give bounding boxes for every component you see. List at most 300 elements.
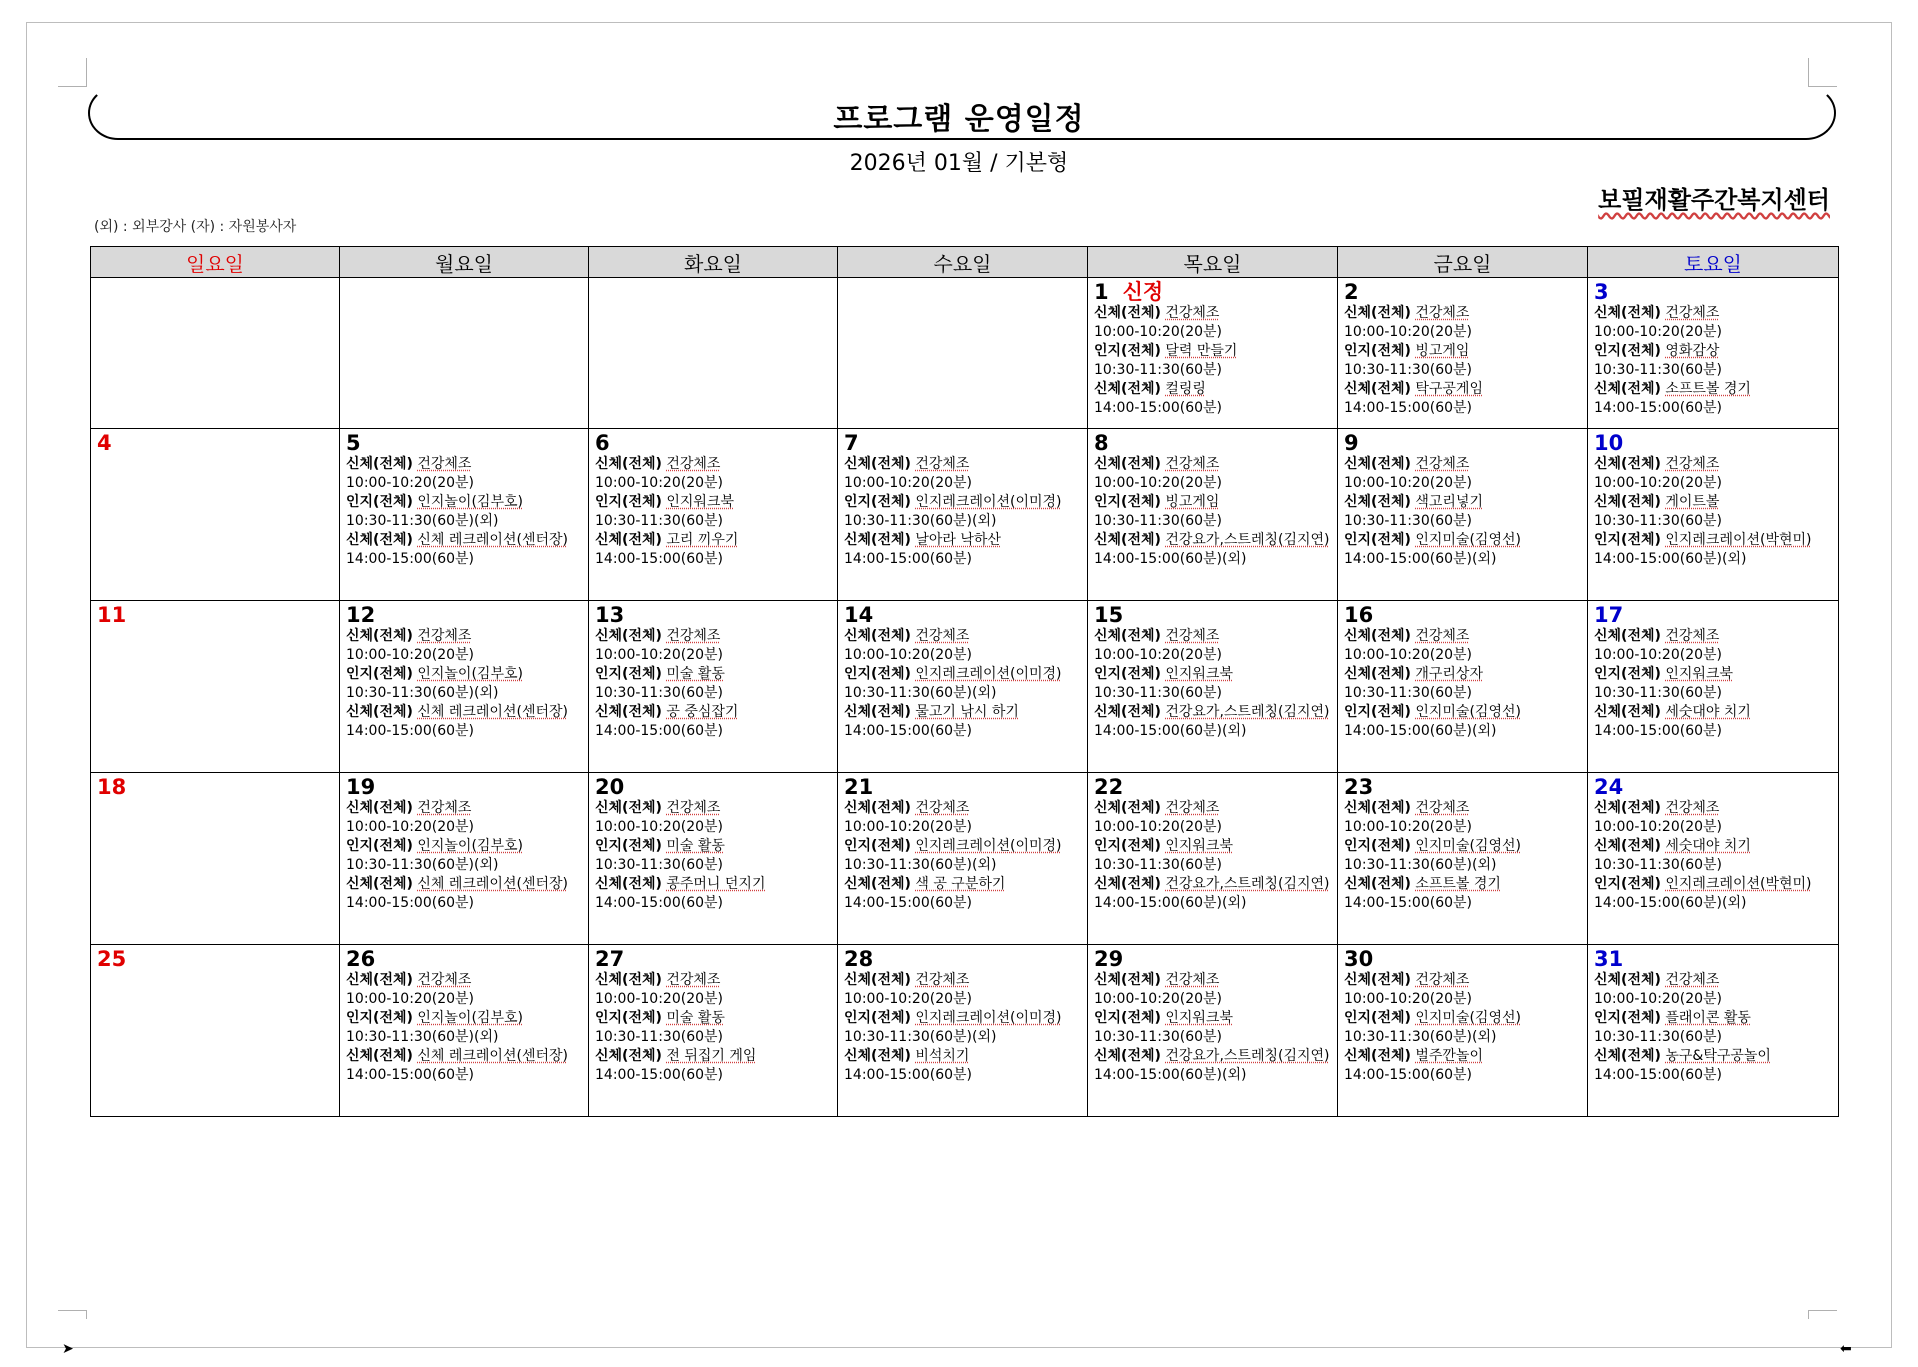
day-cell: [91, 601, 340, 773]
program-activity: 인지레크레이션(박현미): [1665, 876, 1812, 892]
program-activity: 건강체조: [417, 972, 472, 988]
day-number-text: 13: [595, 603, 625, 627]
program-entry: [595, 1047, 831, 1085]
day-cell: [340, 278, 589, 429]
program-entry: [1094, 799, 1331, 837]
program-activity: 인지레크레이션(이미경): [915, 666, 1062, 682]
day-number-text: 25: [97, 947, 127, 971]
program-time: 10:30-11:30(60분): [1594, 685, 1723, 701]
program-time: 10:30-11:30(60분): [1094, 362, 1223, 378]
program-category: 신체(전체): [1594, 972, 1661, 988]
program-activity: 건강체조: [666, 972, 721, 988]
program-activity: 인지레크레이션(이미경): [915, 1010, 1062, 1026]
day-cell: [91, 278, 340, 429]
day-number-text: 15: [1094, 603, 1124, 627]
program-category: 신체(전체): [844, 972, 911, 988]
program-category: 신체(전체): [844, 704, 911, 720]
program-category: 인지(전체): [346, 666, 413, 682]
program-category: 신체(전체): [1094, 456, 1161, 472]
day-number-text: 24: [1594, 775, 1624, 799]
program-entry: [346, 837, 582, 875]
program-activity: 탁구공게임: [1415, 381, 1483, 397]
day-number: [346, 775, 582, 799]
program-entry: [1094, 1009, 1331, 1047]
program-category: 신체(전체): [844, 628, 911, 644]
program-entry: [346, 531, 582, 569]
program-category: 신체(전체): [346, 876, 413, 892]
program-entry: [595, 799, 831, 837]
program-time: 10:30-11:30(60분)(외): [346, 1029, 499, 1045]
program-entry: [1344, 971, 1581, 1009]
day-number: [1094, 280, 1331, 304]
program-activity: 인지레크레이션(박현미): [1665, 532, 1812, 548]
program-time: 10:00-10:20(20분): [844, 647, 973, 663]
program-category: 인지(전체): [1094, 494, 1161, 510]
program-activity: 미술 활동: [666, 1010, 725, 1026]
program-entry: [1094, 1047, 1331, 1085]
program-time: 10:00-10:20(20분): [346, 475, 475, 491]
program-time: 14:00-15:00(60분): [1594, 400, 1723, 416]
weekday-wednesday: 수요일: [838, 247, 1088, 278]
program-entry: [1594, 1009, 1832, 1047]
program-category: 신체(전체): [1344, 1048, 1411, 1064]
program-time: 10:30-11:30(60분): [1094, 685, 1223, 701]
program-entry: [1344, 493, 1581, 531]
program-time: 10:30-11:30(60분): [595, 1029, 724, 1045]
program-time: 10:30-11:30(60분): [1594, 1029, 1723, 1045]
program-category: 인지(전체): [844, 666, 911, 682]
day-number: [97, 947, 333, 971]
program-time: 10:30-11:30(60분)(외): [346, 513, 499, 529]
program-time: 10:00-10:20(20분): [1594, 647, 1723, 663]
week-row: [91, 429, 1839, 601]
calendar-table: [90, 246, 1839, 1117]
weekday-monday: 월요일: [340, 247, 589, 278]
program-entry: [1594, 971, 1832, 1009]
program-activity: 인지레크레이션(이미경): [915, 494, 1062, 510]
program-activity: 인지놀이(김부호): [417, 494, 523, 510]
program-entry: [595, 455, 831, 493]
program-category: 신체(전체): [595, 456, 662, 472]
program-activity: 소프트볼 경기: [1665, 381, 1751, 397]
program-category: 신체(전체): [595, 532, 662, 548]
program-time: 10:00-10:20(20분): [346, 647, 475, 663]
program-activity: 소프트볼 경기: [1415, 876, 1501, 892]
program-category: 인지(전체): [595, 494, 662, 510]
program-activity: 영화감상: [1665, 343, 1720, 359]
program-entry: [844, 493, 1081, 531]
day-number-text: 11: [97, 603, 127, 627]
day-cell: [1588, 773, 1839, 945]
program-time: 10:00-10:20(20분): [844, 475, 973, 491]
day-number: [595, 431, 831, 455]
day-number: [1594, 431, 1832, 455]
day-number-text: 17: [1594, 603, 1624, 627]
day-cell: [91, 429, 340, 601]
program-time: 14:00-15:00(60분): [1094, 400, 1223, 416]
program-entry: [1594, 837, 1832, 875]
program-category: 인지(전체): [346, 838, 413, 854]
day-number-text: 28: [844, 947, 874, 971]
program-entry: [844, 455, 1081, 493]
day-cell: [589, 773, 838, 945]
program-category: 신체(전체): [346, 456, 413, 472]
program-time: 10:30-11:30(60분)(외): [1344, 1029, 1497, 1045]
day-number-text: 31: [1594, 947, 1624, 971]
organization-name: 보필재활주간복지센터: [1598, 186, 1830, 214]
program-entry: [346, 627, 582, 665]
program-time: 10:00-10:20(20분): [1344, 991, 1473, 1007]
weekday-thursday: 목요일: [1088, 247, 1338, 278]
program-entry: [1094, 531, 1331, 569]
program-activity: 신체 레크레이션(센터장): [417, 876, 568, 892]
program-time: 10:30-11:30(60분): [1094, 857, 1223, 873]
program-entry: [346, 875, 582, 913]
program-category: 신체(전체): [1344, 494, 1411, 510]
program-category: 신체(전체): [1094, 876, 1161, 892]
program-time: 10:30-11:30(60분)(외): [844, 513, 997, 529]
weekday-tuesday: 화요일: [589, 247, 838, 278]
program-activity: 건강체조: [915, 972, 970, 988]
program-time: 10:30-11:30(60분)(외): [346, 685, 499, 701]
day-number-text: 2: [1344, 280, 1359, 304]
program-activity: 건강체조: [417, 628, 472, 644]
program-entry: [1094, 837, 1331, 875]
day-number-text: 27: [595, 947, 625, 971]
program-time: 14:00-15:00(60분)(외): [1344, 551, 1497, 567]
program-activity: 공 중심잡기: [666, 704, 739, 720]
program-activity: 색 공 구분하기: [915, 876, 1006, 892]
program-activity: 색고리넣기: [1415, 494, 1483, 510]
day-cell: [1588, 945, 1839, 1117]
program-activity: 건강체조: [1665, 800, 1720, 816]
program-entry: [346, 1009, 582, 1047]
program-entry: [346, 703, 582, 741]
program-category: 인지(전체): [1094, 838, 1161, 854]
day-cell: [1588, 429, 1839, 601]
program-time: 10:00-10:20(20분): [844, 991, 973, 1007]
day-number: [1594, 280, 1832, 304]
program-time: 14:00-15:00(60분): [844, 551, 973, 567]
day-number: [844, 775, 1081, 799]
holiday-label: 신정: [1122, 280, 1164, 304]
program-entry: [1344, 380, 1581, 418]
program-category: 신체(전체): [1094, 628, 1161, 644]
program-category: 신체(전체): [595, 972, 662, 988]
program-activity: 건강체조: [666, 800, 721, 816]
program-time: 10:00-10:20(20분): [1344, 819, 1473, 835]
program-category: 신체(전체): [595, 876, 662, 892]
program-time: 14:00-15:00(60분): [844, 723, 973, 739]
program-category: 인지(전체): [1594, 666, 1661, 682]
program-entry: [1094, 703, 1331, 741]
program-entry: [1594, 703, 1832, 741]
program-time: 14:00-15:00(60분): [346, 723, 475, 739]
program-activity: 물고기 낚시 하기: [915, 704, 1019, 720]
program-category: 신체(전체): [1594, 305, 1661, 321]
day-number-text: 21: [844, 775, 874, 799]
program-time: 10:30-11:30(60분): [595, 857, 724, 873]
day-number-text: 7: [844, 431, 859, 455]
program-activity: 건강요가,스트레칭(김지연): [1165, 532, 1330, 548]
day-number-text: 29: [1094, 947, 1124, 971]
day-cell: [1088, 945, 1338, 1117]
program-activity: 미술 활동: [666, 666, 725, 682]
day-number: [346, 947, 582, 971]
day-cell: [1588, 278, 1839, 429]
program-category: 인지(전체): [595, 1010, 662, 1026]
program-activity: 건강체조: [1165, 800, 1220, 816]
program-activity: 인지레크레이션(이미경): [915, 838, 1062, 854]
day-number: [844, 947, 1081, 971]
day-number-text: 3: [1594, 280, 1609, 304]
program-category: 신체(전체): [595, 704, 662, 720]
program-time: 14:00-15:00(60분)(외): [1094, 551, 1247, 567]
program-time: 14:00-15:00(60분): [1594, 1067, 1723, 1083]
program-time: 10:30-11:30(60분)(외): [1344, 857, 1497, 873]
program-time: 10:30-11:30(60분)(외): [844, 857, 997, 873]
program-category: 신체(전체): [346, 628, 413, 644]
crop-mark-top-right: [1808, 58, 1837, 87]
program-category: 인지(전체): [595, 838, 662, 854]
program-entry: [1344, 342, 1581, 380]
program-time: 14:00-15:00(60분): [844, 1067, 973, 1083]
program-time: 14:00-15:00(60분): [595, 895, 724, 911]
day-cell: [340, 773, 589, 945]
program-entry: [1094, 665, 1331, 703]
program-category: 신체(전체): [1094, 1048, 1161, 1064]
day-cell: [91, 945, 340, 1117]
program-time: 10:30-11:30(60분)(외): [346, 857, 499, 873]
day-number-text: 9: [1344, 431, 1359, 455]
program-activity: 건강체조: [1665, 972, 1720, 988]
day-cell: [1338, 429, 1588, 601]
day-cell: [340, 601, 589, 773]
program-activity: 인지워크북: [666, 494, 734, 510]
crop-mark-top-left: [58, 58, 87, 87]
program-activity: 빙고게임: [1415, 343, 1470, 359]
program-activity: 인지미술(김영선): [1415, 838, 1521, 854]
day-number: [1344, 431, 1581, 455]
program-time: 10:00-10:20(20분): [1094, 324, 1223, 340]
day-number-text: 4: [97, 431, 112, 455]
program-time: 14:00-15:00(60분)(외): [1094, 723, 1247, 739]
day-number-text: 16: [1344, 603, 1374, 627]
program-time: 10:00-10:20(20분): [1594, 991, 1723, 1007]
program-time: 14:00-15:00(60분)(외): [1094, 1067, 1247, 1083]
weekday-friday: 금요일: [1338, 247, 1588, 278]
day-number: [97, 603, 333, 627]
program-category: 인지(전체): [1594, 876, 1661, 892]
program-activity: 인지워크북: [1665, 666, 1733, 682]
program-time: 10:30-11:30(60분): [1344, 685, 1473, 701]
program-entry: [1344, 531, 1581, 569]
program-entry: [1344, 1009, 1581, 1047]
program-time: 14:00-15:00(60분): [1594, 723, 1723, 739]
program-activity: 건강체조: [1415, 628, 1470, 644]
day-number: [1344, 947, 1581, 971]
day-number-text: 14: [844, 603, 874, 627]
program-category: 인지(전체): [844, 1010, 911, 1026]
program-category: 인지(전체): [1344, 532, 1411, 548]
program-entry: [1594, 875, 1832, 913]
program-entry: [1344, 1047, 1581, 1085]
program-category: 신체(전체): [1594, 1048, 1661, 1064]
program-activity: 건강체조: [1415, 800, 1470, 816]
program-activity: 건강체조: [1165, 972, 1220, 988]
program-activity: 신체 레크레이션(센터장): [417, 1048, 568, 1064]
program-activity: 전 뒤집기 게임: [666, 1048, 757, 1064]
program-activity: 건강체조: [417, 800, 472, 816]
day-cell: [838, 601, 1088, 773]
day-cell: [1338, 601, 1588, 773]
program-entry: [346, 1047, 582, 1085]
program-time: 10:00-10:20(20분): [1594, 819, 1723, 835]
program-time: 10:30-11:30(60분): [1344, 362, 1473, 378]
program-entry: [1344, 455, 1581, 493]
program-entry: [1344, 837, 1581, 875]
program-time: 14:00-15:00(60분): [346, 551, 475, 567]
program-activity: 건강체조: [1165, 305, 1220, 321]
program-entry: [1594, 531, 1832, 569]
program-category: 인지(전체): [1344, 704, 1411, 720]
day-number: [1094, 947, 1331, 971]
program-category: 신체(전체): [1594, 704, 1661, 720]
program-activity: 게이트볼: [1665, 494, 1720, 510]
program-category: 인지(전체): [844, 494, 911, 510]
program-category: 신체(전체): [346, 1048, 413, 1064]
program-entry: [1344, 627, 1581, 665]
day-number: [1594, 947, 1832, 971]
program-activity: 건강체조: [1665, 456, 1720, 472]
program-time: 10:00-10:20(20분): [1094, 475, 1223, 491]
day-cell: [1088, 429, 1338, 601]
program-category: 신체(전체): [1344, 666, 1411, 682]
program-entry: [844, 875, 1081, 913]
program-activity: 인지놀이(김부호): [417, 838, 523, 854]
day-cell: [1088, 773, 1338, 945]
program-entry: [595, 837, 831, 875]
program-activity: 건강요가,스트레칭(김지연): [1165, 704, 1330, 720]
program-activity: 건강체조: [1165, 628, 1220, 644]
program-category: 신체(전체): [1094, 532, 1161, 548]
program-entry: [595, 493, 831, 531]
program-category: 신체(전체): [1594, 494, 1661, 510]
program-category: 신체(전체): [346, 532, 413, 548]
program-entry: [346, 493, 582, 531]
program-activity: 신체 레크레이션(센터장): [417, 704, 568, 720]
program-category: 신체(전체): [1344, 628, 1411, 644]
day-cell: [589, 601, 838, 773]
program-category: 인지(전체): [346, 1010, 413, 1026]
day-number: [1594, 603, 1832, 627]
program-activity: 건강체조: [1415, 972, 1470, 988]
program-activity: 비석치기: [915, 1048, 970, 1064]
program-entry: [1344, 875, 1581, 913]
program-time: 14:00-15:00(60분): [346, 1067, 475, 1083]
program-activity: 인지놀이(김부호): [417, 666, 523, 682]
program-time: 14:00-15:00(60분): [1344, 1067, 1473, 1083]
program-entry: [1594, 304, 1832, 342]
program-activity: 농구&탁구공놀이: [1665, 1048, 1771, 1064]
crop-mark-bottom-right: [1808, 1310, 1837, 1319]
day-number: [1094, 603, 1331, 627]
program-category: 신체(전체): [1094, 972, 1161, 988]
program-activity: 벌주깐놀이: [1415, 1048, 1483, 1064]
program-time: 14:00-15:00(60분): [844, 895, 973, 911]
week-row: [91, 601, 1839, 773]
program-category: 신체(전체): [844, 1048, 911, 1064]
day-number: [595, 603, 831, 627]
day-number: [595, 775, 831, 799]
day-number: [1344, 775, 1581, 799]
program-time: 10:00-10:20(20분): [346, 991, 475, 1007]
day-number: [1344, 280, 1581, 304]
program-entry: [1594, 455, 1832, 493]
program-entry: [346, 971, 582, 1009]
program-entry: [1594, 493, 1832, 531]
margin-arrow-left-icon: ⬅: [1840, 1341, 1852, 1357]
program-activity: 건강체조: [1665, 305, 1720, 321]
program-activity: 컬링링: [1165, 381, 1206, 397]
program-category: 신체(전체): [346, 972, 413, 988]
program-category: 인지(전체): [346, 494, 413, 510]
day-number: [844, 431, 1081, 455]
program-time: 14:00-15:00(60분)(외): [1594, 551, 1747, 567]
program-entry: [1344, 799, 1581, 837]
program-activity: 인지놀이(김부호): [417, 1010, 523, 1026]
day-number: [1344, 603, 1581, 627]
day-number-text: 26: [346, 947, 376, 971]
program-category: 신체(전체): [1094, 704, 1161, 720]
program-entry: [346, 665, 582, 703]
day-number-text: 6: [595, 431, 610, 455]
legend-note: (외) : 외부강사 (자) : 자원봉사자: [94, 219, 297, 235]
program-category: 인지(전체): [1594, 532, 1661, 548]
program-time: 10:00-10:20(20분): [1344, 647, 1473, 663]
day-cell: [340, 429, 589, 601]
program-category: 신체(전체): [1094, 305, 1161, 321]
program-entry: [844, 1047, 1081, 1085]
program-time: 10:30-11:30(60분)(외): [844, 1029, 997, 1045]
program-activity: 세숫대야 치기: [1665, 704, 1751, 720]
program-entry: [1594, 627, 1832, 665]
program-activity: 고리 끼우기: [666, 532, 739, 548]
program-time: 10:30-11:30(60분): [1094, 1029, 1223, 1045]
weekday-sunday: 일요일: [91, 247, 340, 278]
program-category: 인지(전체): [1344, 1010, 1411, 1026]
day-cell: [1338, 278, 1588, 429]
day-number-text: 18: [97, 775, 127, 799]
day-number: [1094, 775, 1331, 799]
program-time: 10:00-10:20(20분): [1594, 475, 1723, 491]
program-time: 10:00-10:20(20분): [1344, 475, 1473, 491]
program-time: 10:30-11:30(60분): [595, 685, 724, 701]
program-activity: 건강체조: [915, 628, 970, 644]
day-number: [595, 947, 831, 971]
program-category: 인지(전체): [844, 838, 911, 854]
program-activity: 건강체조: [1415, 305, 1470, 321]
program-entry: [844, 627, 1081, 665]
program-category: 인지(전체): [1094, 1010, 1161, 1026]
program-time: 14:00-15:00(60분): [595, 723, 724, 739]
day-cell: [1088, 601, 1338, 773]
program-entry: [1344, 665, 1581, 703]
program-category: 신체(전체): [844, 532, 911, 548]
program-entry: [595, 971, 831, 1009]
day-number-text: 30: [1344, 947, 1374, 971]
program-time: 14:00-15:00(60분)(외): [1594, 895, 1747, 911]
